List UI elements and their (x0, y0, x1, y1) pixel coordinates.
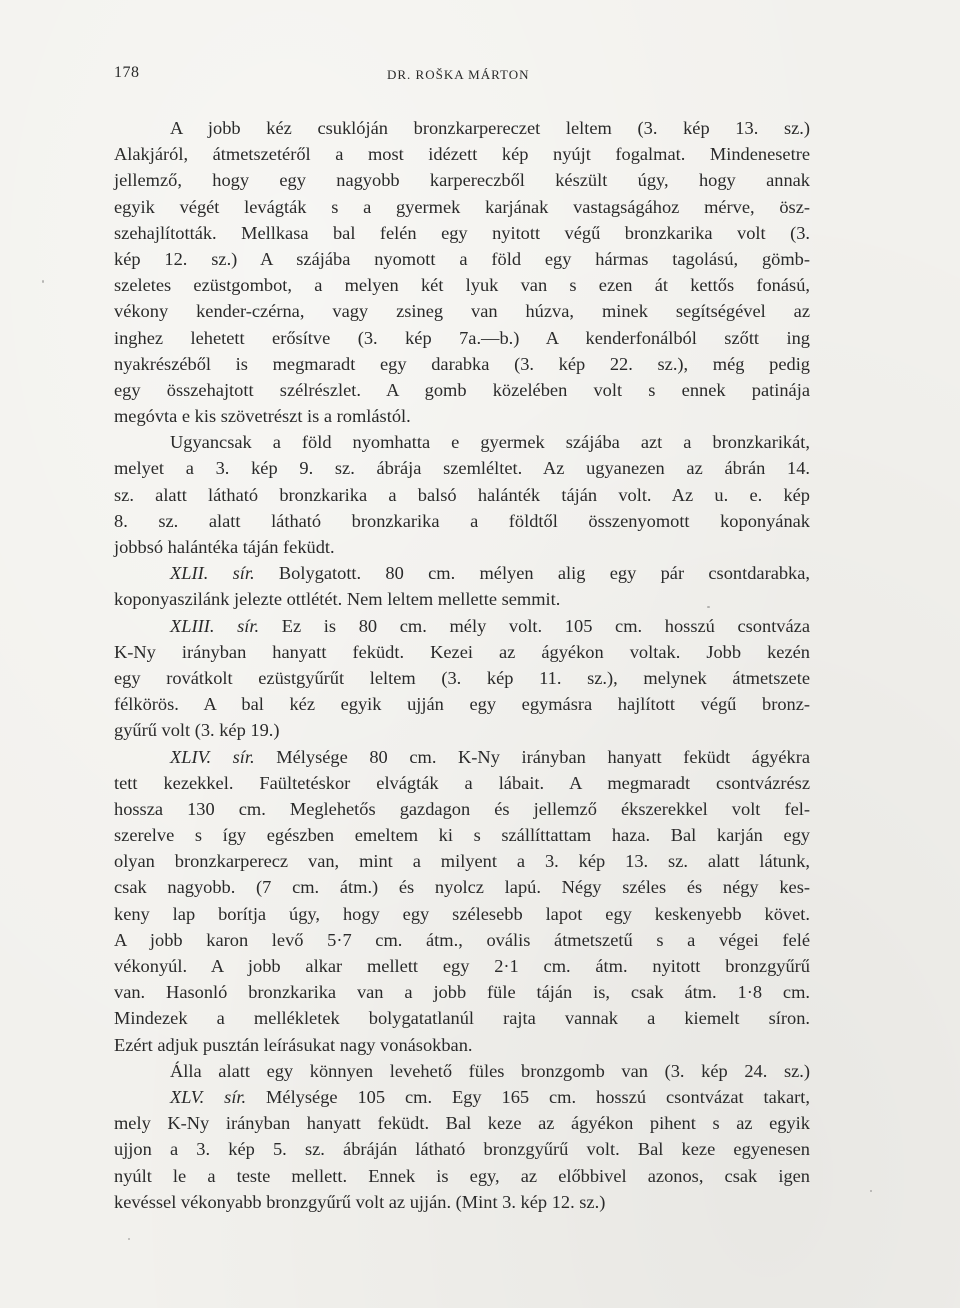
text-line (114, 194, 810, 220)
author-name: DR. ROŠKA MÁRTON (387, 67, 530, 82)
page-number: 178 (114, 64, 140, 81)
line-text: mely K-Ny irányban hanyatt feküdt. Bal keze az ágyékon pihent s az egyik (114, 1113, 810, 1134)
line-text: egy rovátkolt ezüstgyűrűt leltem (3. kép 11. sz.), melynek átmetszete (114, 667, 810, 688)
line-text: Mélysége 80 cm. K-Ny irányban hanyatt feküdt ágyékra (254, 746, 810, 767)
line-text: ujjon a 3. kép 5. sz. ábráján látható bronzgyűrű volt. Bal keze egyenesen (114, 1139, 810, 1160)
line-text: Ugyancsak a föld nyomhatta e gyermek szájába azt a bronzkarikát, (170, 432, 810, 453)
line-text: vékony kender-czérna, vagy zsineg van húzva, minek segítségével az (114, 301, 810, 322)
line-text: vékonyúl. A jobb alkar mellett egy 2·1 cm. átm. nyitott bronzgyűrű (114, 956, 810, 976)
text-line (114, 639, 810, 665)
line-text: sz. alatt látható bronzkarika a balsó halánték táján volt. Az u. e. kép (114, 484, 810, 505)
line-text: A jobb kéz csuklóján bronzkarpereczet leltem (3. kép 13. sz.) (170, 118, 810, 138)
text-line (114, 351, 810, 377)
text-line (114, 744, 810, 770)
line-text: Mélysége 105 cm. Egy 165 cm. hosszú csontvázat takart, (246, 1086, 810, 1107)
line-text: Ezért adjuk pusztán leírásukat nagy vonásokban. (114, 1034, 473, 1055)
text-line (114, 298, 810, 324)
text-line (114, 1163, 810, 1189)
text-line (114, 403, 810, 429)
text-line (114, 508, 810, 534)
text-line (114, 586, 810, 612)
line-text: szeletes ezüstgombot, a melyen két lyuk van s ezen át kettős fonású, (114, 275, 810, 296)
text-line (114, 822, 810, 848)
text-line (114, 220, 810, 246)
text-line (114, 141, 810, 167)
line-text: szerelve s így egészben emeltem ki s szállíttattam haza. Bal karján egy (114, 825, 810, 846)
line-text: olyan bronzkarperecz van, mint a milyent a 3. kép 13. sz. alatt látunk, (114, 851, 810, 872)
text-line (114, 167, 810, 193)
text-line (114, 796, 810, 822)
scan-speck (870, 1190, 872, 1192)
line-text: nyakrészéből is megmaradt egy darabka (3. kép 22. sz.), még pedig (114, 353, 810, 374)
text-line (114, 1058, 810, 1084)
line-text: félkörös. A bal kéz egyik ujján egy egymásra hajlított végű bronz- (114, 694, 810, 715)
line-text: jobbsó halántéka táján feküdt. (114, 537, 335, 557)
line-text: Alakjáról, átmetszetéről a most idézett kép nyújt fogalmat. Mindenesetre (114, 144, 810, 165)
line-text: van. Hasonló bronzkarika van a jobb füle táján is, csak átm. 1·8 cm. (114, 982, 810, 1003)
line-text: gyűrű volt (3. kép 19.) (114, 720, 280, 741)
line-text: szehajlították. Mellkasa bal felén egy nyitott végű bronzkarika volt (3. (114, 222, 810, 243)
line-text: Ez is 80 cm. mély volt. 105 cm. hosszú csontváza (259, 615, 810, 636)
line-text: Mindezek a mellékletek bolygatatlanúl rajta vannak a kiemelt síron. (114, 1008, 810, 1029)
line-text: Álla alatt egy könnyen levehető füles bronzgomb van (3. kép 24. sz.) (170, 1060, 810, 1081)
text-line (114, 325, 810, 351)
text-line (114, 613, 810, 639)
line-text: 8. sz. alatt látható bronzkarika a földtől összenyomott koponyának (114, 510, 810, 531)
line-text: Bolygatott. 80 cm. mélyen alig egy pár csontdarabka, (254, 563, 811, 584)
text-line (114, 717, 810, 743)
text-line (114, 1189, 810, 1215)
running-head (114, 64, 814, 88)
text-line (114, 927, 810, 953)
line-text: egyik végét levágták s a gyermek karjának vastagságához mérve, ösz- (114, 196, 810, 217)
line-text: hossza 130 cm. Meglehetős gazdagon és jellemző ékszerekkel volt fel- (114, 798, 810, 819)
text-line (114, 979, 810, 1005)
line-text: melyet a 3. kép 9. sz. ábrája szemléltet. Az ugyanezen az ábrán 14. (114, 458, 810, 479)
text-line (114, 455, 810, 481)
line-text: inghez lehetett erősítve (3. kép 7a.—b.) A kenderfonálból szőtt ing (114, 327, 810, 348)
scan-speck (42, 280, 44, 283)
text-line (114, 1084, 810, 1110)
text-line (114, 953, 810, 979)
line-text: kép 12. sz.) A szájába nyomott a föld egy hármas tagolású, gömb- (114, 248, 810, 269)
line-text: A jobb karon levő 5·7 cm. átm., ovális átmetszetű s a végei felé (114, 929, 810, 950)
text-line (114, 115, 810, 141)
text-line (114, 1032, 810, 1058)
line-text: tett kezekkel. Faültetéskor elvágták a lábait. A megmaradt csontvázrész (114, 772, 810, 793)
text-line (114, 1136, 810, 1162)
text-line (114, 246, 810, 272)
line-text: koponyaszilánk jelezte ottlétét. Nem leltem mellette semmit. (114, 589, 561, 610)
text-line (114, 874, 810, 900)
grave-number: XLIV. sír. (170, 746, 255, 767)
line-text: csak nagyobb. (7 cm. átm.) és nyolcz lapú. Négy széles és négy kes- (114, 877, 810, 898)
text-line (114, 691, 810, 717)
text-line (114, 1005, 810, 1031)
line-text: egy összehajtott szélrészlet. A gomb közelében volt s ennek patinája (114, 379, 810, 400)
text-line (114, 560, 810, 586)
text-line (114, 429, 810, 455)
line-text: kevéssel vékonyabb bronzgyűrű volt az ujján. (Mint 3. kép 12. sz.) (114, 1191, 606, 1212)
text-line (114, 482, 810, 508)
text-line (114, 377, 810, 403)
grave-number: XLV. sír. (170, 1086, 247, 1107)
scan-speck (707, 606, 710, 608)
text-line (114, 665, 810, 691)
line-text: jellemző, hogy egy nagyobb karpereczből készült úgy, hogy annak (114, 170, 810, 191)
line-text: K-Ny irányban hanyatt feküdt. Kezei az ágyékon voltak. Jobb kezén (114, 641, 810, 662)
line-text: keny lap borítja úgy, hogy egy szélesebb lapot egy keskenyebb követ. (114, 903, 810, 924)
text-line (114, 770, 810, 796)
scan-speck (128, 1238, 130, 1240)
text-line (114, 272, 810, 298)
text-line (114, 848, 810, 874)
text-line (114, 901, 810, 927)
grave-number: XLII. sír. (170, 563, 255, 584)
grave-number: XLIII. sír. (170, 615, 260, 636)
text-line (114, 1110, 810, 1136)
line-text: megóvta e kis szövetrészt is a romlástól. (114, 406, 411, 427)
text-line (114, 534, 810, 560)
body-text (114, 115, 810, 1215)
line-text: nyúlt le a teste mellett. Ennek is egy, az előbbivel azonos, csak igen (114, 1165, 810, 1186)
